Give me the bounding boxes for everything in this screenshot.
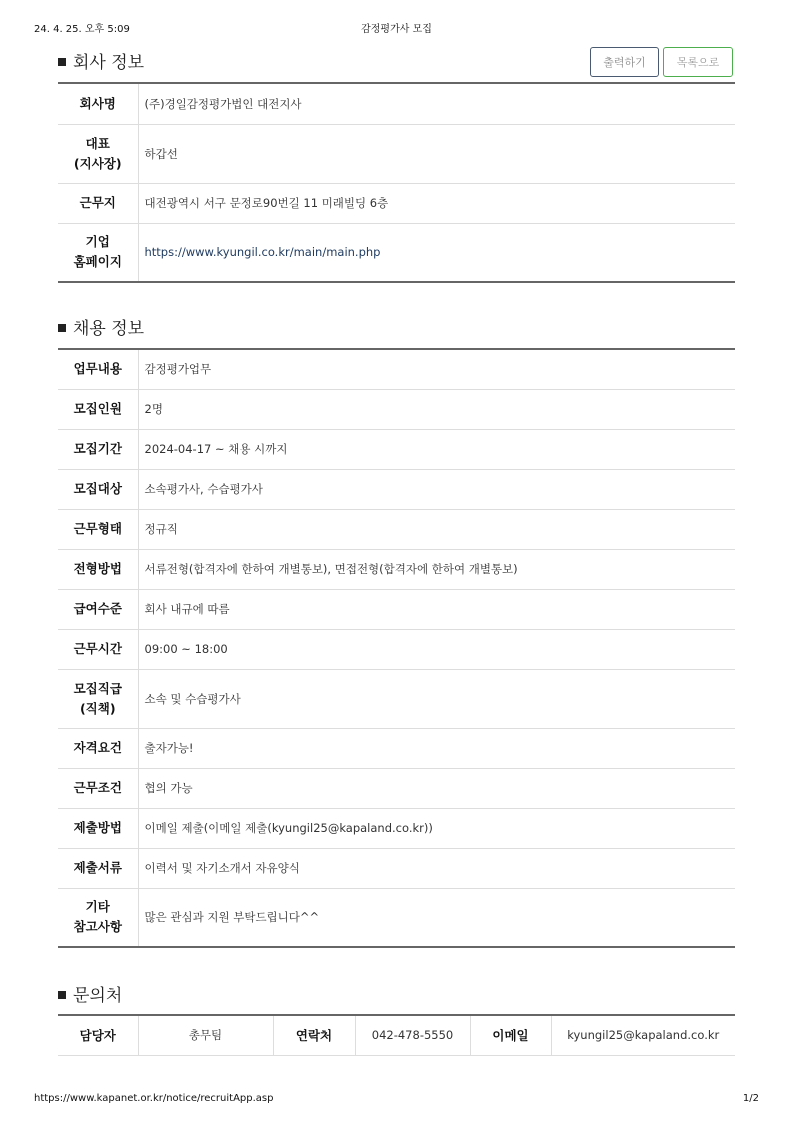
email-label: 이메일: [470, 1015, 551, 1055]
row-value: [138, 223, 735, 282]
table-row: [58, 183, 735, 223]
recruit-section-title: [58, 314, 144, 339]
print-doc-title: 감정평가사 모집: [361, 24, 432, 35]
contact-section-title: [58, 981, 122, 1006]
row-value: 소속평가사, 수습평가사: [138, 469, 735, 509]
manager-label: 담당자: [58, 1015, 138, 1055]
company-section-title-text: 회사 정보: [73, 53, 145, 73]
table-row: [58, 429, 735, 469]
row-label: 근무시간: [58, 629, 138, 669]
row-label-text: 기업 홈페이지: [73, 234, 122, 270]
print-date: 24. 4. 25. 오후 5:09: [34, 24, 130, 35]
row-label: 제출서류: [58, 848, 138, 888]
table-row: [58, 389, 735, 429]
table-row: [58, 124, 735, 183]
table-row: [58, 768, 735, 808]
print-header: [34, 20, 759, 34]
row-label-text: 기타 참고사항: [73, 899, 122, 935]
row-label: 근무조건: [58, 768, 138, 808]
row-value: 서류전형(합격자에 한하여 개별통보), 면접전형(합격자에 한하여 개별통보): [138, 549, 735, 589]
back-to-list-button[interactable]: 목록으로: [663, 47, 733, 77]
row-label: [58, 223, 138, 282]
print-footer: [34, 1093, 759, 1107]
row-label: 전형방법: [58, 549, 138, 589]
company-homepage-link[interactable]: https://www.kyungil.co.kr/main/main.php: [144, 245, 381, 260]
email-value: kyungil25@kapaland.co.kr: [567, 1028, 720, 1043]
row-value: 정규직: [138, 509, 735, 549]
row-label: 근무형태: [58, 509, 138, 549]
row-label: 회사명: [58, 83, 138, 124]
phone-value: 042-478-5550: [355, 1015, 470, 1055]
row-label: 업무내용: [58, 349, 138, 389]
row-value: 09:00 ~ 18:00: [138, 629, 735, 669]
table-row: [58, 223, 735, 282]
row-label: 급여수준: [58, 589, 138, 629]
contact-section-title-text: 문의처: [73, 986, 123, 1006]
row-value: 2명: [138, 389, 735, 429]
manager-value: 총무팀: [138, 1015, 273, 1055]
table-row: [58, 669, 735, 728]
recruit-section-title-text: 채용 정보: [73, 319, 145, 339]
print-footer-url: https://www.kapanet.or.kr/notice/recruitApp.asp: [34, 1093, 274, 1104]
recruit-info-table: [58, 348, 735, 948]
square-bullet-icon: [58, 58, 66, 66]
phone-label: 연락처: [273, 1015, 355, 1055]
contact-table: [58, 1014, 735, 1056]
row-label: 자격요건: [58, 728, 138, 768]
row-value: 출자가능!: [138, 728, 735, 768]
table-row: [58, 629, 735, 669]
row-value: 대전광역시 서구 문정로90번길 11 미래빌딩 6층: [138, 183, 735, 223]
row-label-text: 대표 (지사장): [73, 135, 122, 171]
table-row: [58, 83, 735, 124]
row-value: 회사 내규에 따름: [138, 589, 735, 629]
row-label: [58, 124, 138, 183]
print-button[interactable]: 출력하기: [590, 47, 659, 77]
row-label: 모집기간: [58, 429, 138, 469]
page-number: 1/2: [742, 1093, 759, 1104]
table-row: [58, 728, 735, 768]
row-value: 소속 및 수습평가사: [138, 669, 735, 728]
row-value: 협의 가능: [138, 768, 735, 808]
row-value: 2024-04-17 ~ 채용 시까지: [138, 429, 735, 469]
row-label: 모집대상: [58, 469, 138, 509]
row-label: [58, 669, 138, 728]
row-value: 하갑선: [138, 124, 735, 183]
row-value: 감정평가업무: [138, 349, 735, 389]
square-bullet-icon: [58, 991, 66, 999]
table-row: [58, 549, 735, 589]
square-bullet-icon: [58, 324, 66, 332]
table-row: [58, 349, 735, 389]
table-row: [58, 848, 735, 888]
row-value: 이메일 제출(이메일 제출(kyungil25@kapaland.co.kr)): [138, 808, 735, 848]
row-label: 근무지: [58, 183, 138, 223]
row-label-text: 모집직급 (직책): [73, 680, 122, 716]
table-row: [58, 509, 735, 549]
row-value: (주)경일감정평가법인 대전지사: [138, 83, 735, 124]
table-row: [58, 469, 735, 509]
action-buttons: [590, 47, 733, 77]
row-label: 제출방법: [58, 808, 138, 848]
company-section-title: [58, 48, 144, 73]
row-label: [58, 888, 138, 947]
table-row: [58, 589, 735, 629]
company-info-table: [58, 82, 735, 283]
row-label: 모집인원: [58, 389, 138, 429]
table-row: [58, 888, 735, 947]
table-row: [58, 808, 735, 848]
row-value: 많은 관심과 지원 부탁드립니다^^: [144, 910, 320, 925]
table-row: [58, 1015, 735, 1055]
row-value: 이력서 및 자기소개서 자유양식: [138, 848, 735, 888]
